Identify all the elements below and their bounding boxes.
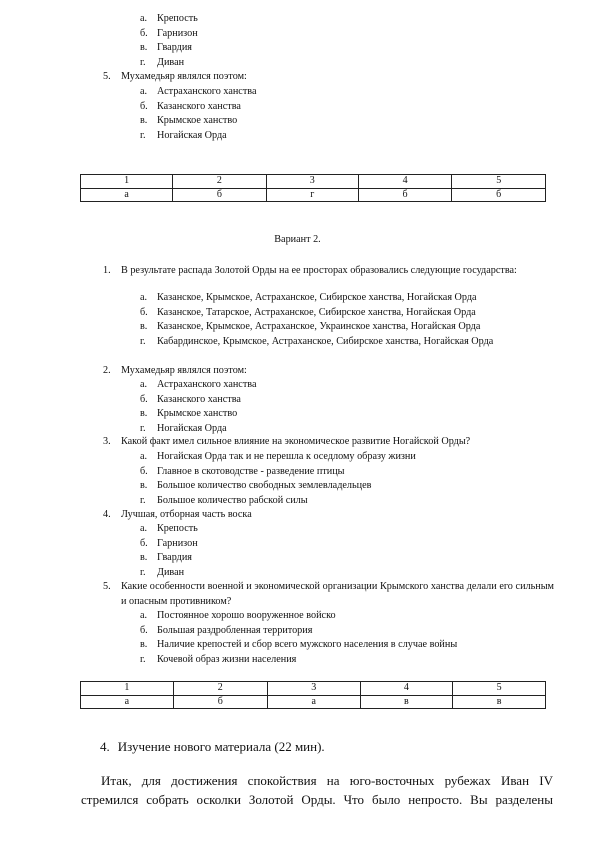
v2-question-3: 3. Какой факт имел сильное влияние на экономическое развитие Ногайской Орды? [103,436,471,447]
list-item: а. Астраханского ханства [140,379,257,390]
list-item: б. Казанского ханства [140,393,241,405]
list-item: а. Крепость [140,13,198,24]
list-item: а. Постоянное хорошо вооруженное войско [140,610,336,621]
top-options-list [140,12,560,70]
v2-question-5: 5. Какие особенности военной и экономической организации Крымского ханства делали его сильным и опасным противником? [103,581,554,607]
table-cell: 3 [266,175,358,189]
table-cell: г [266,188,358,202]
table-cell: 2 [173,682,267,696]
table-cell: 5 [452,175,546,189]
v2-question-5-options [140,609,560,667]
table-cell: 1 [81,682,174,696]
table-cell: 2 [173,175,267,189]
table-cell: 3 [267,682,360,696]
list-item: а. Ногайская Орда так и не перешла к оседлому образу жизни [140,451,416,462]
list-item: а. Астраханского ханства [140,86,257,97]
list-item: а. Казанское, Крымское, Астраханское, Сибирское ханства, Ногайская Орда [140,292,477,303]
answer-table-1 [80,174,546,202]
table-row [81,695,546,709]
v2-question-2-options [140,378,560,436]
list-item: г. Ногайская Орда [140,422,227,434]
table-cell: а [81,188,173,202]
list-item: в. Крымское ханство [140,408,238,419]
list-item: в. Казанское, Крымское, Астраханское, Украинское ханства, Ногайская Орда [140,321,481,332]
list-item: б. Большая раздробленная территория [140,624,313,636]
v2-question-2: 2. Мухамедьяр являлся поэтом: [103,365,247,376]
list-item: г. Диван [140,566,185,578]
variant-title: Вариант 2. [274,234,321,245]
table-cell: а [267,695,360,709]
table-cell: б [358,188,452,202]
section-heading: 4. Изучение нового материала (22 мин). [100,739,325,754]
v2-question-1: 1. В результате распада Золотой Орды на ее просторах образовались следующие государства: [103,265,517,276]
table-cell: б [173,695,267,709]
list-item: г. Ногайская Орда [140,129,227,141]
table-cell: б [173,188,267,202]
table-cell: 4 [360,682,453,696]
table-cell: в [453,695,546,709]
answer-table-2 [80,681,546,709]
list-item: б. Главное в скотоводстве - разведение птицы [140,465,345,477]
list-item: в. Большое количество свободных землевладельцев [140,480,372,491]
v2-question-4-options [140,522,560,580]
table-cell: 1 [81,175,173,189]
paragraph-line-1: Итак, для достижения спокойствия на юго-восточных рубежах Иван IV [101,773,553,788]
list-item: г. Диван [140,56,185,68]
v2-question-3-options [140,450,560,508]
list-item: г. Большое количество рабской силы [140,494,308,506]
table-row [81,188,546,202]
list-item: б. Гарнизон [140,537,198,549]
list-item: г. Кочевой образ жизни населения [140,653,297,665]
list-item: б. Гарнизон [140,27,198,39]
paragraph-line-2: стремился собрать осколки Золотой Орды. Что было непросто. Вы разделены [81,792,553,807]
table-cell: в [360,695,453,709]
list-item: г. Кабардинское, Крымское, Астраханское, Сибирское ханства, Ногайская Орда [140,335,494,347]
table-header-row [81,682,546,696]
table-cell: 4 [358,175,452,189]
question-5-top: 5. Мухамедьяр являлся поэтом: [103,71,247,82]
table-cell: а [81,695,174,709]
list-item: в. Гвардия [140,552,192,563]
table-header-row [81,175,546,189]
list-item: в. Гвардия [140,42,192,53]
list-item: в. Крымское ханство [140,115,238,126]
list-item: б. Казанское, Татарское, Астраханское, Сибирское ханства, Ногайская Орда [140,306,476,318]
list-item: б. Казанского ханства [140,100,241,112]
v2-question-1-options [140,291,553,349]
list-item: а. Крепость [140,523,198,534]
question-5-top-options [140,85,560,143]
list-item: в. Наличие крепостей и сбор всего мужского населения в случае войны [140,639,458,650]
table-cell: 5 [453,682,546,696]
v2-question-4: 4. Лучшая, отборная часть воска [103,509,252,520]
table-cell: б [452,188,546,202]
